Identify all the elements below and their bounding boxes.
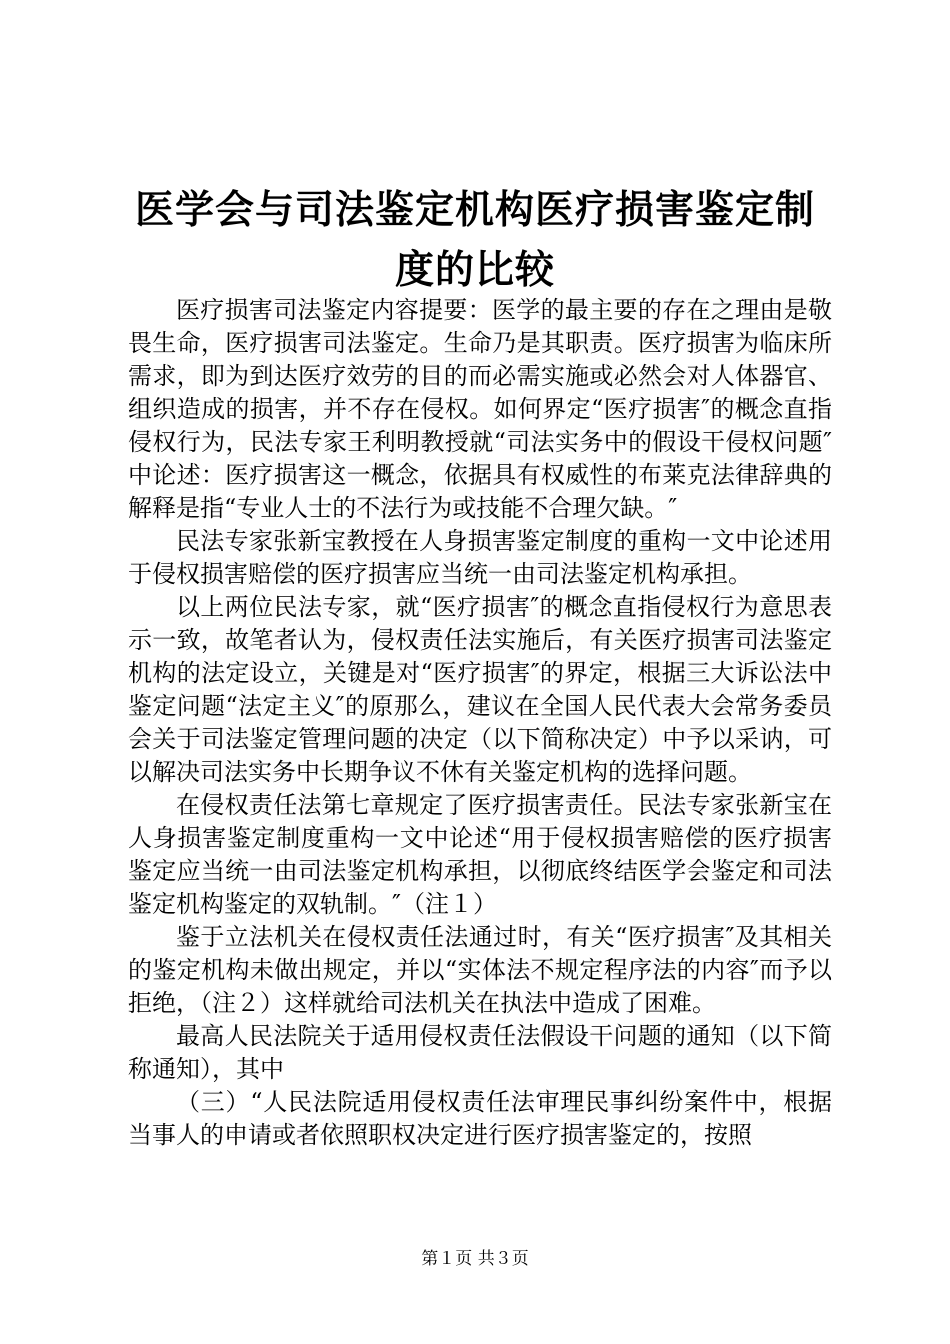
paragraph: 以上两位民法专家，就“医疗损害″的概念直指侵权行为意思表示一致，故笔者认为，侵权责任法实施后，有关医疗损害司法鉴定机构的法定设立，关键是对“医疗损害″的界定，根据三大诉讼法中鉴定问题“法定主义″的原那么，建议在全国人民代表大会常务委员会关于司法鉴定管理问题的决定（以下简称决定）中予以采讷，可以解决司法实务中长期争议不休有关鉴定机构的选择问题。 — [128, 593, 832, 786]
page-footer: 第１页 共３页 — [421, 1249, 529, 1269]
paragraph: 在侵权责任法第七章规定了医疗损害责任。民法专家张新宝在人身损害鉴定制度重构一文中论述“用于侵权损害赔偿的医疗损害鉴定应当统一由司法鉴定机构承担，以彻底终结医学会鉴定和司法鉴定机构鉴定的双轨制。″（注１） — [128, 791, 832, 918]
paragraph: 鉴于立法机关在侵权责任法通过时，有关“医疗损害″及其相关的鉴定机构未做出规定，并以“实体法不规定程序法的内容″而予以拒绝，（注２）这样就给司法机关在执法中造成了困难。 — [128, 923, 832, 1017]
paragraph: 民法专家张新宝教授在人身损害鉴定制度的重构一文中论述用于侵权损害赔偿的医疗损害应当统一由司法鉴定机构承担。 — [128, 527, 832, 588]
paragraph: （三）“人民法院适用侵权责任法审理民事纠纷案件中，根据当事人的申请或者依照职权决定进行医疗损害鉴定的，按照 — [128, 1088, 832, 1149]
paragraph: 最高人民法院关于适用侵权责任法假设干问题的通知（以下简称通知），其中 — [128, 1022, 832, 1083]
document-title: 医学会与司法鉴定机构医疗损害鉴定制度的比较 — [134, 187, 815, 293]
document-body — [128, 294, 832, 1152]
paragraph: 医疗损害司法鉴定内容提要：医学的最主要的存在之理由是敬畏生命，医疗损害司法鉴定。生命乃是其职责。医疗损害为临床所需求，即为到达医疗效劳的目的而必需实施或必然会对人体器官、组织造成的损害，并不存在侵权。如何界定“医疗损害″的概念直指侵权行为，民法专家王利明教授就“司法实务中的假设干侵权问题″中论述：医疗损害这一概念，依据具有权威性的布莱克法律辞典的解释是指“专业人士的不法行为或技能不合理欠缺。″ — [128, 296, 832, 522]
